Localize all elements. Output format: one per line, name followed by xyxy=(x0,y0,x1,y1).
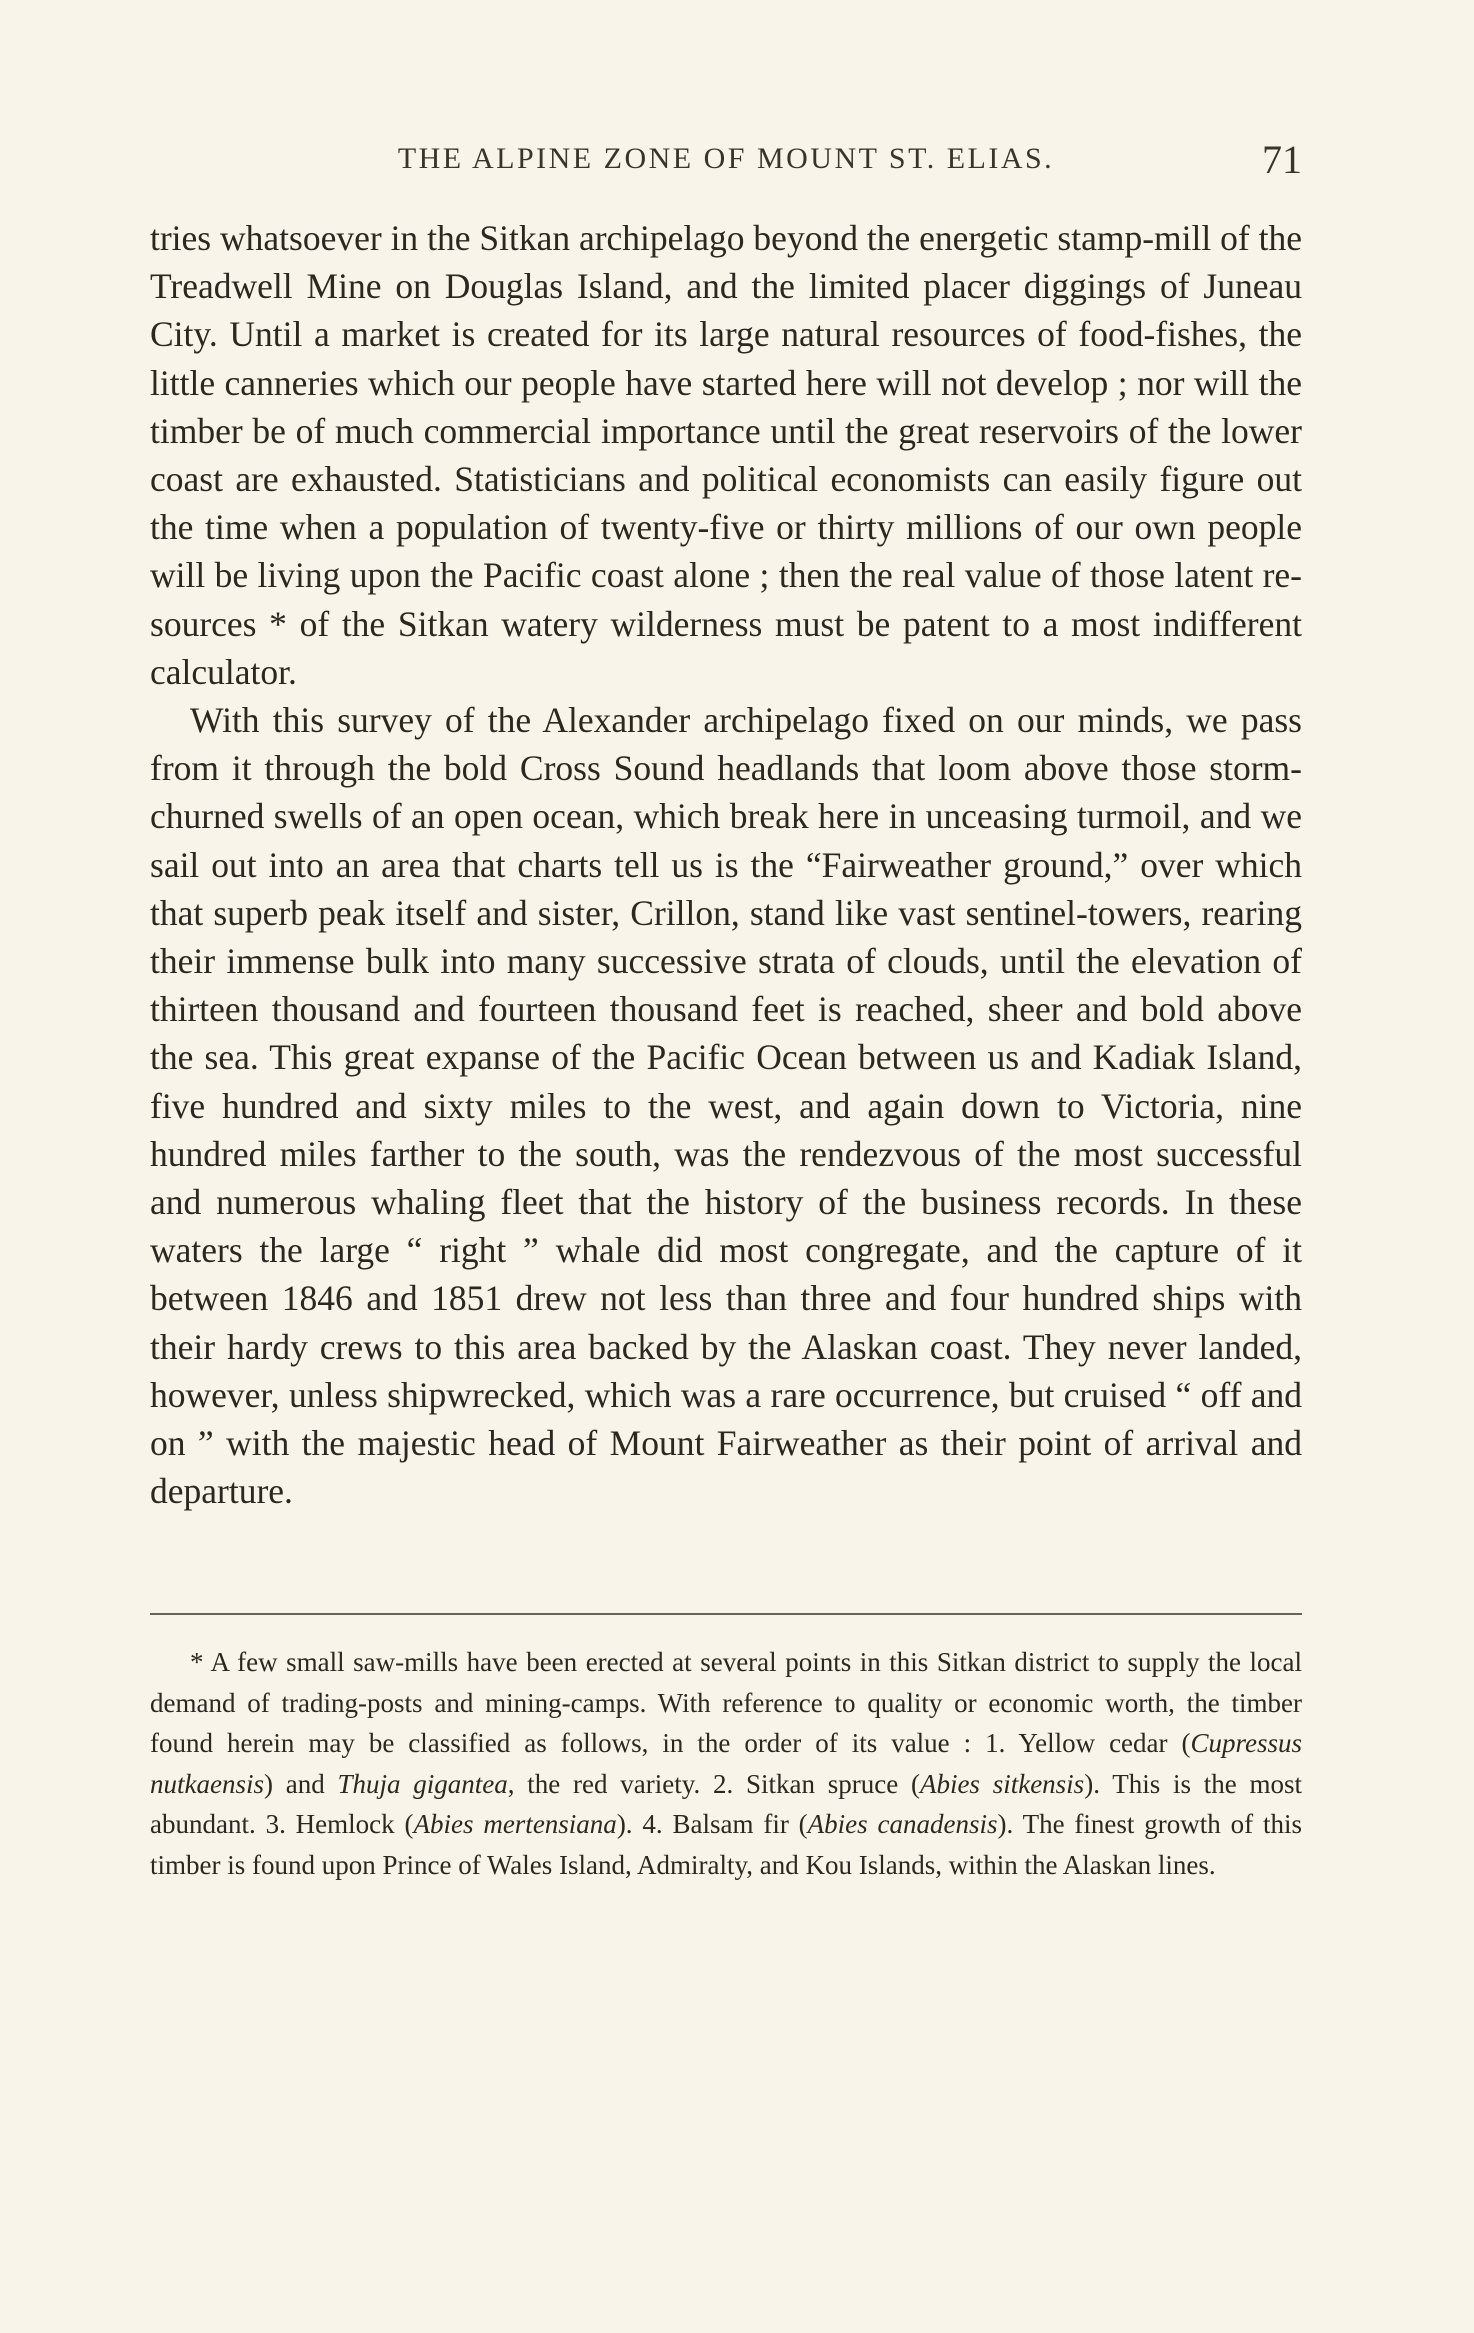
footnote-text: ). 4. Balsam fir ( xyxy=(616,1809,808,1840)
footnote-text: * A few small saw-mills have been erected at several points in this Sitkan district to supply the local demand of trading-posts and mining-camps. With reference to quality or economic worth, the timber found herein may be classified as follows, in the order of its value : 1. Yellow cedar ( xyxy=(150,1647,1302,1759)
footnote-text: ). This is the most abundant. 3. Hemlock ( xyxy=(150,1768,1302,1840)
footnote-species-name: Abies mertensiana xyxy=(413,1809,617,1840)
running-title: THE ALPINE ZONE OF MOUNT ST. ELIAS. xyxy=(397,142,1055,175)
body-text xyxy=(150,214,1302,1515)
footnote-divider xyxy=(150,1613,1302,1615)
footnote-text: ) and xyxy=(264,1768,338,1799)
footnote-species-name: Thuja gigantea xyxy=(337,1768,508,1799)
paragraph: tries whatsoever in the Sitkan archipelago beyond the energetic stamp-mill of the Treadwell Mine on Douglas Island, and the limited placer diggings of Juneau City. Until a market is created for its large natural resources of food-fishes, the little canneries which our people have started here will not develop ; nor will the timber be of much commercial importance until the great reservoirs of the lower coast are exhausted. Statisticians and political economists can easily figure out the time when a population of twenty-five or thirty millions of our own people will be living upon the Pacific coast alone ; then the real value of those latent resources * of the Sitkan watery wilderness must be patent to a most indifferent calculator. xyxy=(150,218,1302,692)
footnote-text: , the red variety. 2. Sitkan spruce ( xyxy=(507,1768,920,1799)
footnote-species-name: Cupressus nutkaensis xyxy=(150,1728,1302,1799)
running-head xyxy=(150,136,1302,186)
paragraph: With this survey of the Alexander archipelago fixed on our minds, we pass from it through the bold Cross Sound headlands that loom above those storm-churned swells of an open ocean, which break here in unceasing turmoil, and we sail out into an area that charts tell us is the “Fairweather ground,” over which that superb peak itself and sister, Crillon, stand like vast sentinel-towers, rearing their immense bulk into many successive strata of clouds, until the elevation of thirteen thousand and fourteen thousand feet is reached, sheer and bold above the sea. This great expanse of the Pacific Ocean between us and Kadiak Island, five hundred and sixty miles to the west, and again down to Victoria, nine hundred miles farther to the south, was the rendezvous of the most successful and numerous whaling fleet that the history of the business records. In these waters the large “ right ” whale did most congregate, and the capture of it between 1846 and 1851 drew not less than three and four hundred ships with their hardy crews to this area backed by the Alaskan coast. They never landed, however, unless shipwrecked, which was a rare occurrence, but cruised “ off and on ” with the majestic head of Mount Fairweather as their point of arrival and departure. xyxy=(150,700,1302,1512)
page-number: 71 xyxy=(1262,137,1302,182)
footnote xyxy=(150,1642,1302,1886)
footnote-text: ). The finest growth of this timber is found upon Prince of Wales Island, Admiralty, and Kou Islands, within the Alaskan lines. xyxy=(150,1809,1302,1880)
footnote-species-name: Abies canadensis xyxy=(807,1809,998,1840)
footnote-species-name: Abies sitkensis xyxy=(919,1768,1085,1799)
